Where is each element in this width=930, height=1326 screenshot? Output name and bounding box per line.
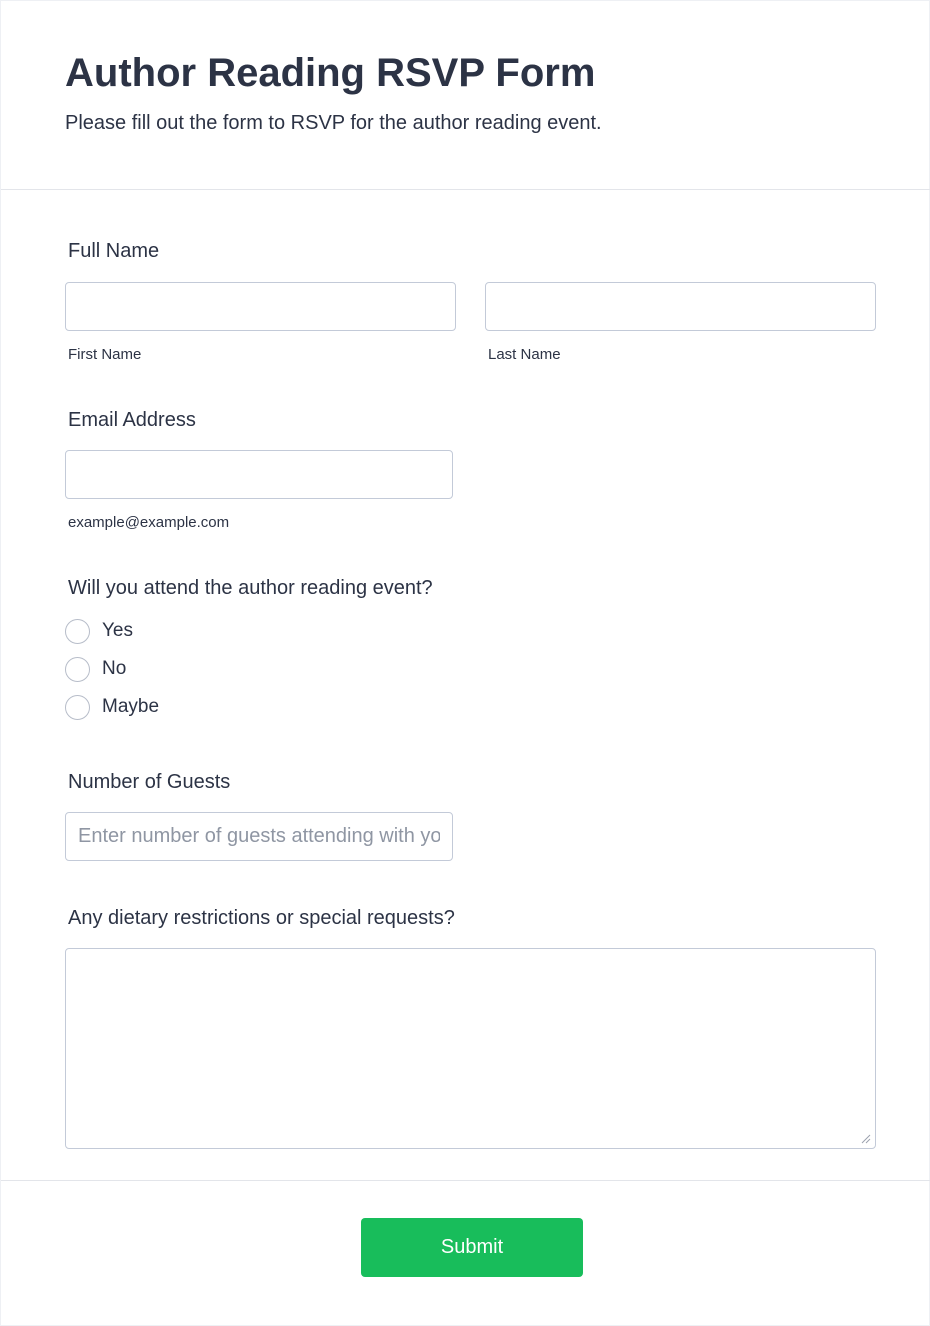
last-name-sublabel: Last Name xyxy=(488,346,561,363)
last-name-input[interactable] xyxy=(485,282,876,331)
guests-label: Number of Guests xyxy=(68,771,231,793)
radio-option-no[interactable] xyxy=(65,656,126,682)
submit-button[interactable]: Submit xyxy=(361,1218,583,1277)
radio-label-no: No xyxy=(102,658,127,679)
form-title: Author Reading RSVP Form xyxy=(65,51,596,95)
form-header xyxy=(1,1,930,190)
attendance-label: Will you attend the author reading event? xyxy=(68,577,433,599)
radio-circle-icon[interactable] xyxy=(65,619,90,644)
email-input[interactable] xyxy=(65,450,453,499)
radio-option-maybe[interactable] xyxy=(65,694,159,720)
radio-circle-icon[interactable] xyxy=(65,695,90,720)
dietary-label: Any dietary restrictions or special requests? xyxy=(68,907,455,929)
email-label: Email Address xyxy=(68,409,196,431)
full-name-label: Full Name xyxy=(68,240,160,262)
guests-input[interactable] xyxy=(65,812,453,861)
first-name-input[interactable] xyxy=(65,282,456,331)
radio-label-maybe: Maybe xyxy=(102,696,160,717)
first-name-sublabel: First Name xyxy=(68,346,142,363)
radio-option-yes[interactable] xyxy=(65,618,133,644)
resize-handle-icon[interactable] xyxy=(859,1132,871,1144)
dietary-textarea[interactable] xyxy=(65,948,876,1149)
radio-circle-icon[interactable] xyxy=(65,657,90,682)
radio-label-yes: Yes xyxy=(102,620,133,641)
email-sublabel: example@example.com xyxy=(68,514,230,531)
form-subtitle: Please fill out the form to RSVP for the author reading event. xyxy=(65,112,602,134)
